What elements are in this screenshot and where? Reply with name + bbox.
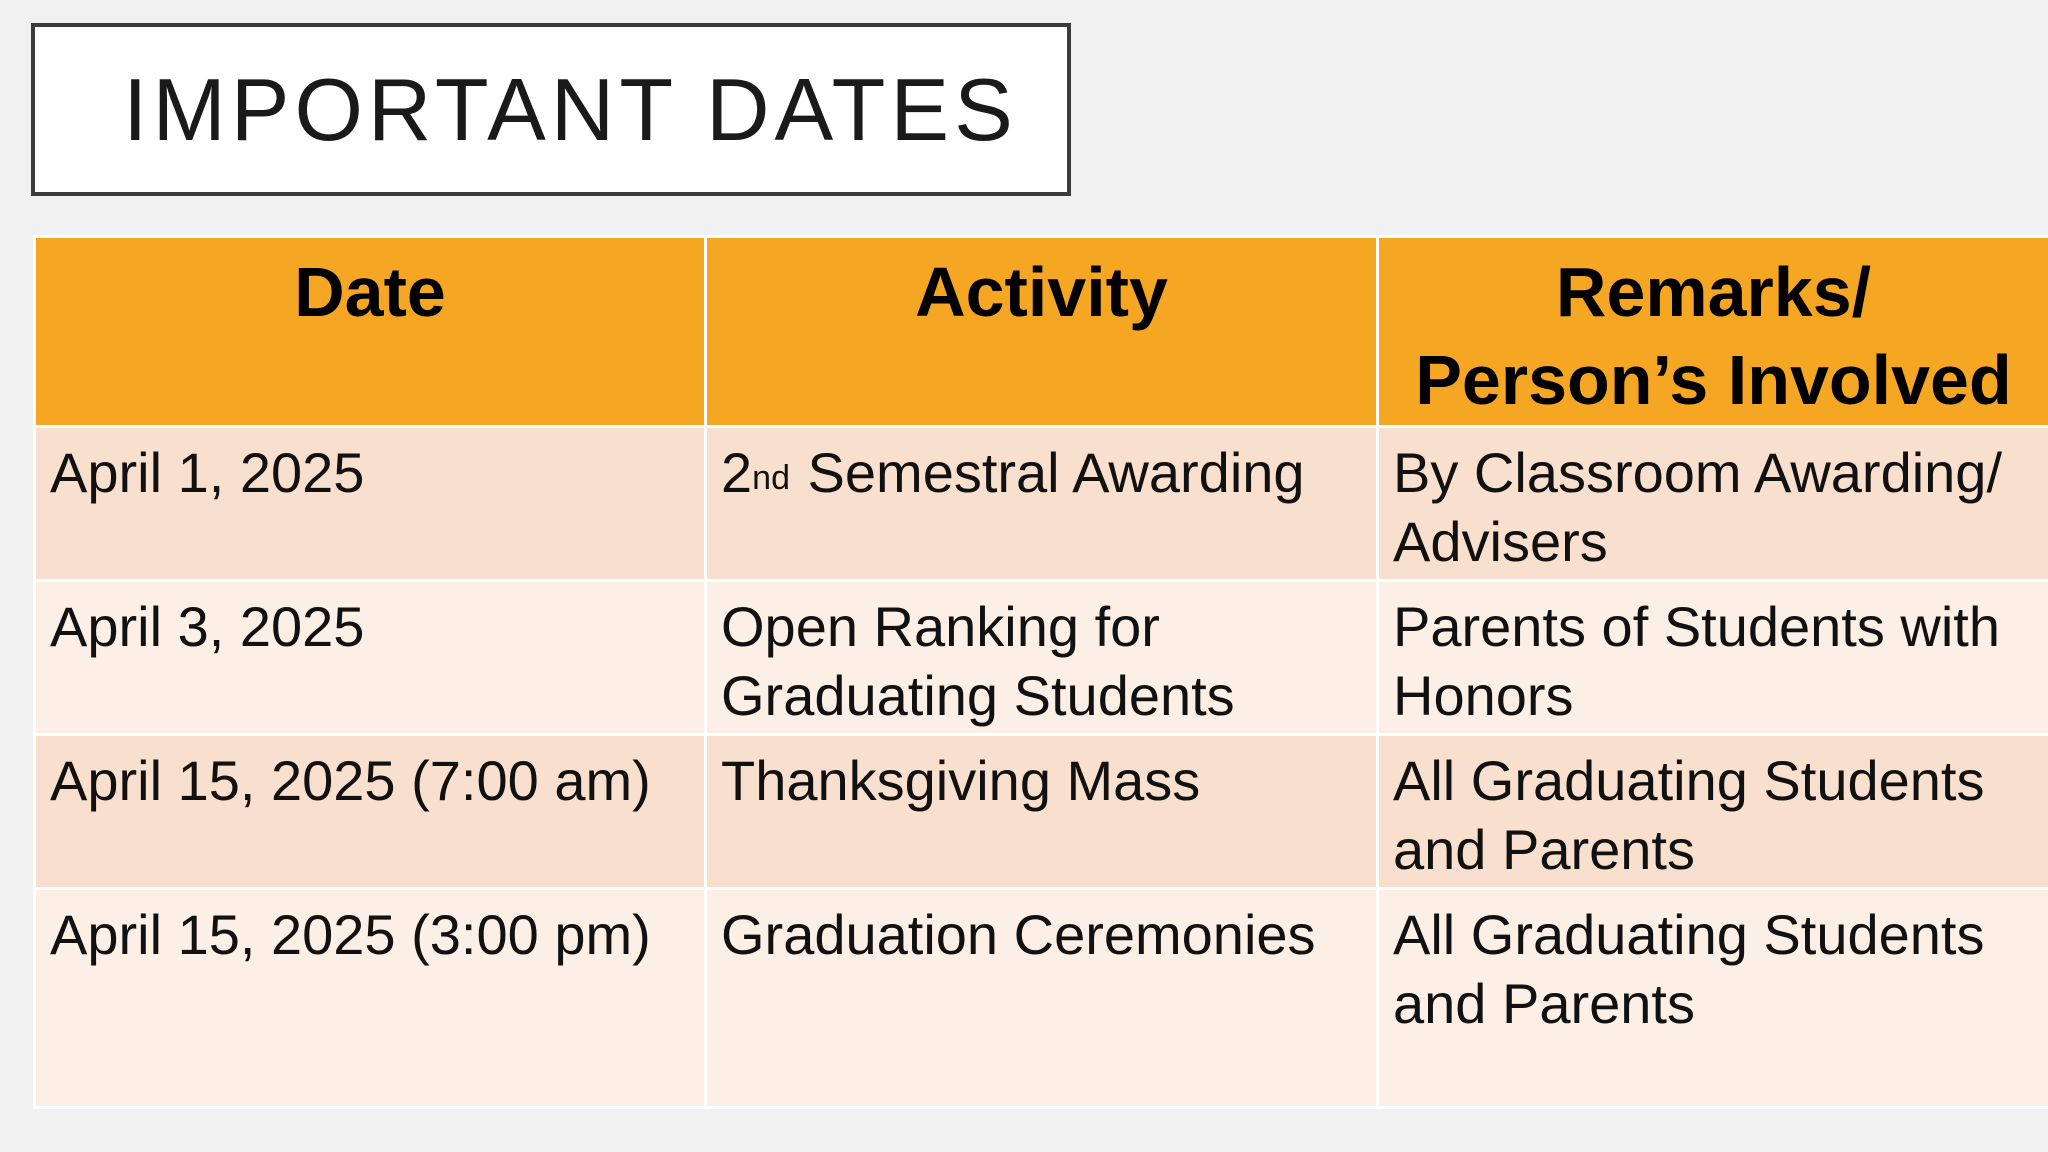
column-header-remarks — [1378, 237, 2048, 427]
title-box — [31, 23, 1071, 196]
column-header-date: Date — [35, 237, 706, 427]
table-header-row — [35, 237, 2048, 427]
column-header-remarks-line1: Remarks/ — [1555, 253, 1872, 331]
cell-date: April 1, 2025 — [35, 427, 706, 581]
table-row — [35, 581, 2048, 735]
activity-text: Semestral Awarding — [791, 441, 1305, 504]
activity-number: 2 — [721, 441, 753, 504]
cell-activity: Graduation Ceremonies — [706, 889, 1378, 1108]
page-title: IMPORTANT DATES — [123, 59, 1018, 159]
cell-activity: Open Ranking for Graduating Students — [706, 581, 1378, 735]
table-row — [35, 427, 2048, 581]
cell-activity: Thanksgiving Mass — [706, 735, 1378, 889]
cell-activity — [706, 427, 1378, 581]
cell-remarks: All Graduating Students and Parents — [1378, 889, 2048, 1108]
column-header-activity: Activity — [706, 237, 1378, 427]
column-header-remarks-line2: Person’s Involved — [1415, 341, 2012, 419]
table-row — [35, 735, 2048, 889]
cell-remarks: By Classroom Awarding/ Advisers — [1378, 427, 2048, 581]
cell-date: April 3, 2025 — [35, 581, 706, 735]
dates-table — [33, 235, 2048, 1109]
cell-remarks: All Graduating Students and Parents — [1378, 735, 2048, 889]
table-row — [35, 889, 2048, 1108]
cell-remarks: Parents of Students with Honors — [1378, 581, 2048, 735]
cell-date: April 15, 2025 (7:00 am) — [35, 735, 706, 889]
cell-date: April 15, 2025 (3:00 pm) — [35, 889, 706, 1108]
activity-ordinal-suffix: nd — [752, 459, 790, 497]
